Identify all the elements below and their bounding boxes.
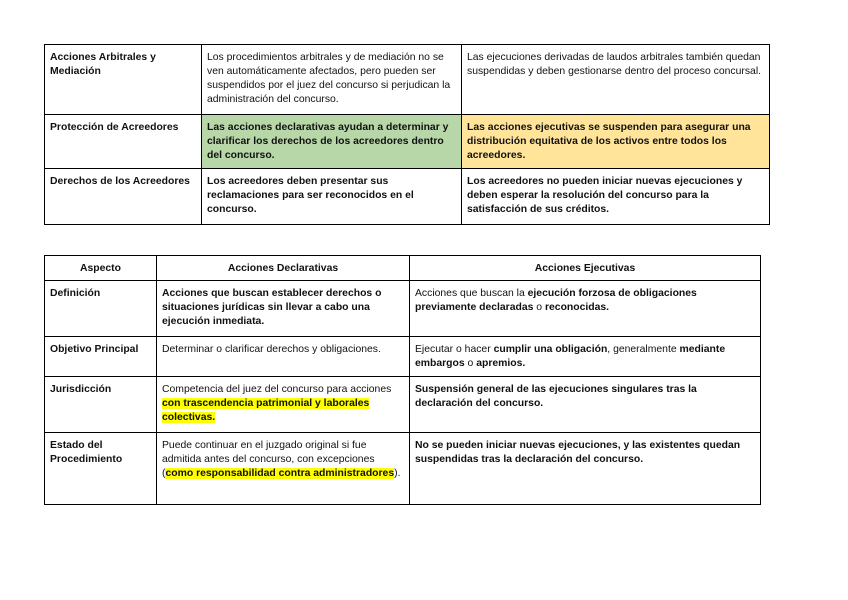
text-segment-bold: apremios. bbox=[476, 358, 526, 369]
table-row-objetivo bbox=[45, 337, 761, 377]
table-row-estado bbox=[45, 433, 761, 505]
highlighted-text: como responsabilidad contra administradores bbox=[165, 468, 395, 479]
row-ejecutivas: Las acciones ejecutivas se suspenden para asegurar una distribución equitativa de los activos entre todos los acreedores. bbox=[462, 115, 770, 169]
row-ejecutivas bbox=[410, 281, 761, 337]
row-declarativas: Los procedimientos arbitrales y de mediación no se ven automáticamente afectados, pero pueden ser suspendidos por el juez del concurso si perjudican la administración del concurso. bbox=[202, 45, 462, 115]
table-row-definicion bbox=[45, 281, 761, 337]
row-declarativas bbox=[157, 377, 410, 433]
row-declarativas: Acciones que buscan establecer derechos o situaciones jurídicas sin llevar a cabo una ejecución inmediata. bbox=[157, 281, 410, 337]
text-segment: Puede continuar en el juzgado original si fue admitida antes del concurso, con excepciones ( bbox=[162, 440, 375, 479]
row-ejecutivas: No se pueden iniciar nuevas ejecuciones, y las existentes quedan suspendidas tras la declaración del concurso. bbox=[410, 433, 761, 505]
row-ejecutivas bbox=[410, 337, 761, 377]
row-aspect: Objetivo Principal bbox=[45, 337, 157, 377]
text-segment: , generalmente bbox=[607, 344, 680, 355]
text-segment-bold: reconocidas. bbox=[544, 302, 610, 313]
row-aspect: Derechos de los Acreedores bbox=[45, 169, 202, 225]
text-segment: ). bbox=[394, 468, 401, 479]
table-row-jurisdiccion bbox=[45, 377, 761, 433]
table-aspects bbox=[44, 255, 761, 505]
row-ejecutivas: Suspensión general de las ejecuciones singulares tras la declaración del concurso. bbox=[410, 377, 761, 433]
row-declarativas: Determinar o clarificar derechos y obligaciones. bbox=[157, 337, 410, 377]
text-segment: o bbox=[533, 302, 545, 313]
header-declarativas: Acciones Declarativas bbox=[157, 256, 410, 281]
row-ejecutivas: Las ejecuciones derivadas de laudos arbitrales también quedan suspendidas y deben gestionarse dentro del proceso concursal. bbox=[462, 45, 770, 115]
table-comparison-continued bbox=[44, 44, 770, 225]
row-aspect: Jurisdicción bbox=[45, 377, 157, 433]
header-aspecto: Aspecto bbox=[45, 256, 157, 281]
text-segment: Ejecutar o hacer bbox=[415, 344, 494, 355]
row-declarativas: Los acreedores deben presentar sus reclamaciones para ser reconocidos en el concurso. bbox=[202, 169, 462, 225]
row-aspect: Definición bbox=[45, 281, 157, 337]
row-ejecutivas: Los acreedores no pueden iniciar nuevas ejecuciones y deben esperar la resolución del concurso para la satisfacción de sus créditos. bbox=[462, 169, 770, 225]
table-row bbox=[45, 115, 770, 169]
row-aspect: Estado del Procedimiento bbox=[45, 433, 157, 505]
table-row bbox=[45, 169, 770, 225]
row-aspect: Protección de Acreedores bbox=[45, 115, 202, 169]
text-segment-bold: mediante embargos bbox=[415, 344, 726, 369]
row-aspect: Acciones Arbitrales y Mediación bbox=[45, 45, 202, 115]
text-segment-bold: cumplir una obligación bbox=[493, 344, 608, 355]
row-declarativas: Las acciones declarativas ayudan a determinar y clarificar los derechos de los acreedores dentro del concurso. bbox=[202, 115, 462, 169]
table-row bbox=[45, 45, 770, 115]
text-segment: Acciones que buscan la bbox=[415, 288, 528, 299]
text-segment: o bbox=[464, 358, 477, 369]
table-header-row bbox=[45, 256, 761, 281]
text-segment-bold: ejecución forzosa de obligaciones previamente declaradas bbox=[415, 288, 697, 313]
text-segment: Competencia del juez del concurso para acciones bbox=[162, 384, 392, 395]
highlighted-text: con trascendencia patrimonial y laborales colectivas. bbox=[162, 398, 370, 423]
header-ejecutivas: Acciones Ejecutivas bbox=[410, 256, 761, 281]
row-declarativas bbox=[157, 433, 410, 505]
